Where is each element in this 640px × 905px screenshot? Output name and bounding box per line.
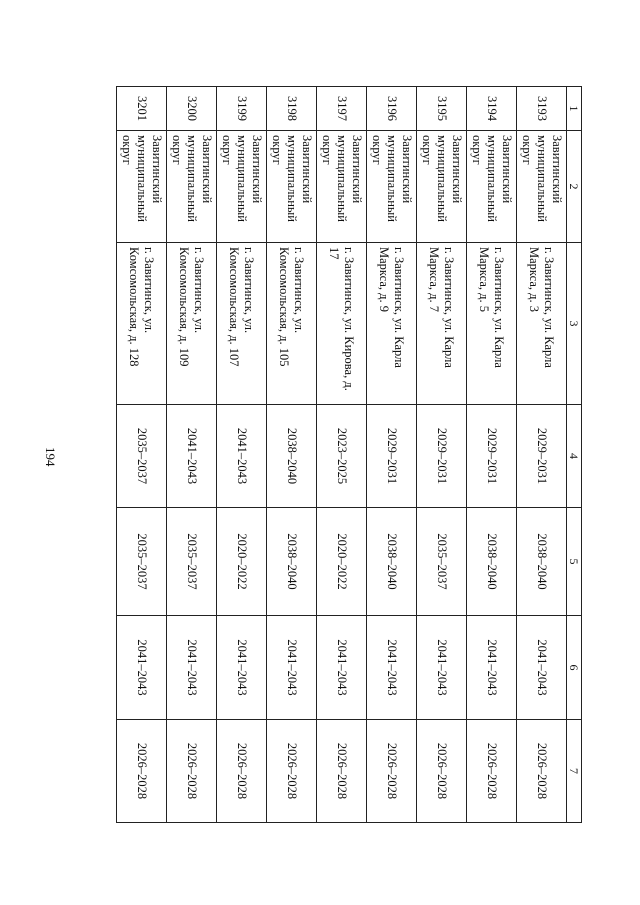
period-cell: 2041–2043 xyxy=(216,405,266,508)
column-header: 4 xyxy=(566,405,581,508)
row-number: 3196 xyxy=(366,87,416,131)
column-header: 5 xyxy=(566,508,581,616)
column-header: 7 xyxy=(566,720,581,823)
period-cell: 2038–2040 xyxy=(366,508,416,616)
period-cell: 2041–2043 xyxy=(466,616,516,720)
period-cell: 2041–2043 xyxy=(366,616,416,720)
period-cell: 2038–2040 xyxy=(516,508,566,616)
period-cell: 2029–2031 xyxy=(416,405,466,508)
period-cell: 2041–2043 xyxy=(416,616,466,720)
period-cell: 2029–2031 xyxy=(366,405,416,508)
row-number: 3195 xyxy=(416,87,466,131)
period-cell: 2029–2031 xyxy=(466,405,516,508)
period-cell: 2020–2022 xyxy=(316,508,366,616)
period-cell: 2020–2022 xyxy=(216,508,266,616)
schedule-table xyxy=(116,86,582,823)
column-header: 1 xyxy=(566,87,581,131)
address-cell: г. Завитинск, ул. Комсомольская, д. 105 xyxy=(266,243,316,405)
column-header: 2 xyxy=(566,131,581,243)
table-row xyxy=(116,87,166,823)
period-cell: 2026–2028 xyxy=(416,720,466,823)
period-cell: 2026–2028 xyxy=(366,720,416,823)
district-cell: Завитинский муниципальный округ xyxy=(216,131,266,243)
period-cell: 2035–2037 xyxy=(416,508,466,616)
district-cell: Завитинский муниципальный округ xyxy=(416,131,466,243)
row-number: 3197 xyxy=(316,87,366,131)
page-number: 194 xyxy=(43,447,58,467)
period-cell: 2038–2040 xyxy=(466,508,516,616)
table-row xyxy=(516,87,566,823)
period-cell: 2026–2028 xyxy=(266,720,316,823)
period-cell: 2038–2040 xyxy=(266,405,316,508)
address-cell: г. Завитинск, ул. Карла Маркса, д. 7 xyxy=(416,243,466,405)
district-cell: Завитинский муниципальный округ xyxy=(166,131,216,243)
row-number: 3193 xyxy=(516,87,566,131)
period-cell: 2041–2043 xyxy=(266,616,316,720)
table-row xyxy=(466,87,516,823)
table-row xyxy=(416,87,466,823)
period-cell: 2041–2043 xyxy=(166,405,216,508)
period-cell: 2026–2028 xyxy=(166,720,216,823)
period-cell: 2041–2043 xyxy=(216,616,266,720)
address-cell: г. Завитинск, ул. Кирова, д. 17 xyxy=(316,243,366,405)
table-row xyxy=(316,87,366,823)
address-cell: г. Завитинск, ул. Комсомольская, д. 109 xyxy=(166,243,216,405)
period-cell: 2035–2037 xyxy=(116,405,166,508)
district-cell: Завитинский муниципальный округ xyxy=(466,131,516,243)
header-row xyxy=(566,87,581,823)
row-number: 3199 xyxy=(216,87,266,131)
address-cell: г. Завитинск, ул. Комсомольская, д. 128 xyxy=(116,243,166,405)
table-row xyxy=(366,87,416,823)
period-cell: 2041–2043 xyxy=(116,616,166,720)
period-cell: 2026–2028 xyxy=(116,720,166,823)
district-cell: Завитинский муниципальный округ xyxy=(366,131,416,243)
period-cell: 2026–2028 xyxy=(516,720,566,823)
row-number: 3198 xyxy=(266,87,316,131)
column-header: 6 xyxy=(566,616,581,720)
row-number: 3201 xyxy=(116,87,166,131)
period-cell: 2035–2037 xyxy=(166,508,216,616)
period-cell: 2038–2040 xyxy=(266,508,316,616)
column-header: 3 xyxy=(566,243,581,405)
district-cell: Завитинский муниципальный округ xyxy=(266,131,316,243)
address-cell: г. Завитинск, ул. Карла Маркса, д. 9 xyxy=(366,243,416,405)
rotated-table-wrapper xyxy=(117,86,582,822)
address-cell: г. Завитинск, ул. Комсомольская, д. 107 xyxy=(216,243,266,405)
address-cell: г. Завитинск, ул. Карла Маркса, д. 3 xyxy=(516,243,566,405)
table-row xyxy=(166,87,216,823)
table-row xyxy=(216,87,266,823)
period-cell: 2026–2028 xyxy=(216,720,266,823)
row-number: 3200 xyxy=(166,87,216,131)
address-cell: г. Завитинск, ул. Карла Маркса, д. 5 xyxy=(466,243,516,405)
period-cell: 2029–2031 xyxy=(516,405,566,508)
period-cell: 2026–2028 xyxy=(466,720,516,823)
period-cell: 2041–2043 xyxy=(166,616,216,720)
district-cell: Завитинский муниципальный округ xyxy=(116,131,166,243)
table-row xyxy=(266,87,316,823)
period-cell: 2041–2043 xyxy=(516,616,566,720)
district-cell: Завитинский муниципальный округ xyxy=(516,131,566,243)
period-cell: 2023–2025 xyxy=(316,405,366,508)
period-cell: 2035–2037 xyxy=(116,508,166,616)
district-cell: Завитинский муниципальный округ xyxy=(316,131,366,243)
period-cell: 2026–2028 xyxy=(316,720,366,823)
row-number: 3194 xyxy=(466,87,516,131)
period-cell: 2041–2043 xyxy=(316,616,366,720)
